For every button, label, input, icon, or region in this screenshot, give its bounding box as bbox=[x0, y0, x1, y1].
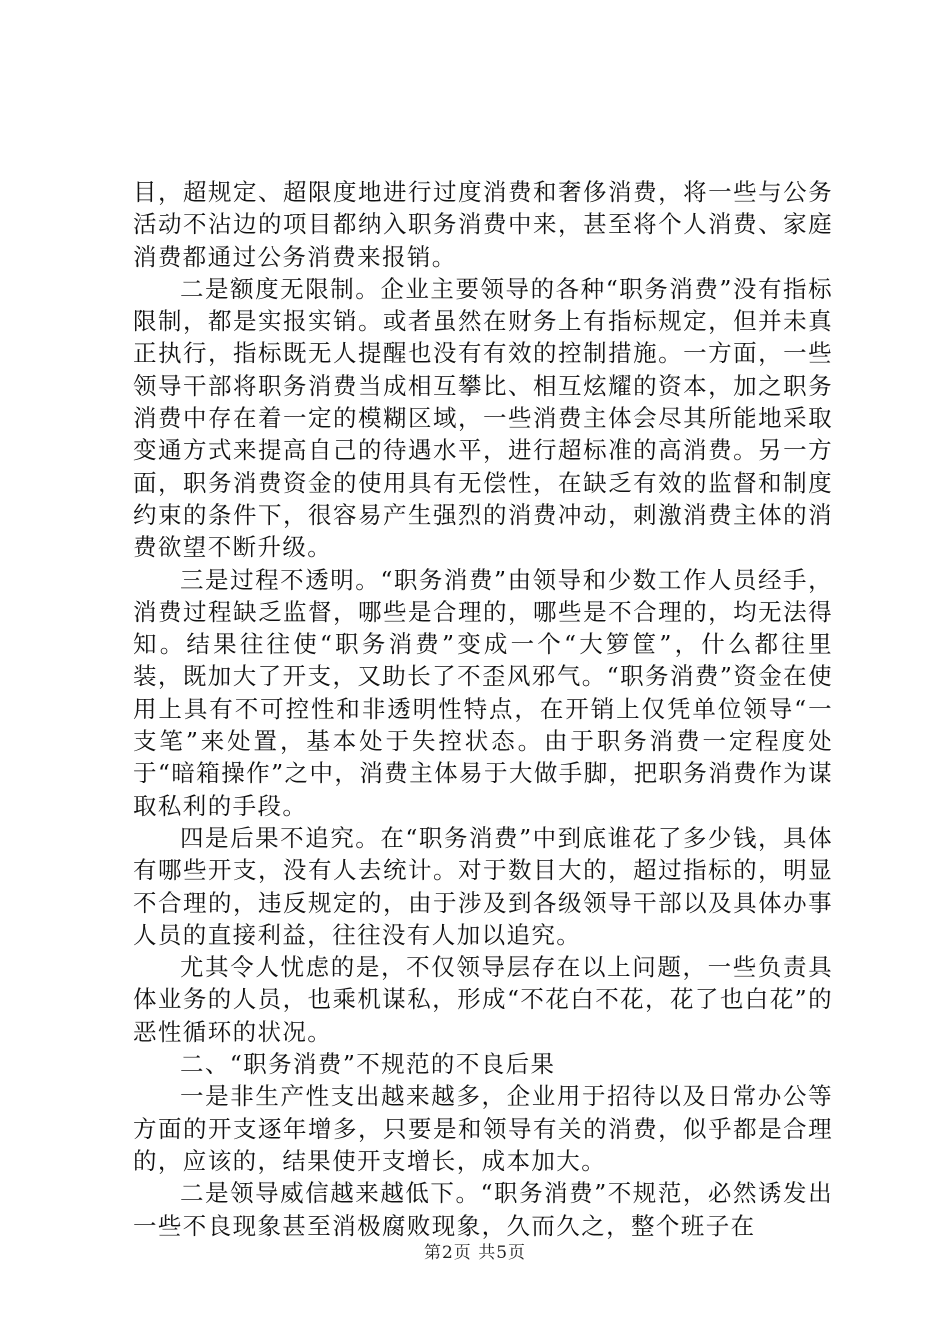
paragraph: 尤其令人忧虑的是，不仅领导层存在以上问题，一些负责具体业务的人员，也乘机谋私，形成“不花白不花，花了也白花”的恶性循环的状况。 bbox=[133, 953, 833, 1046]
paragraph: 二是额度无限制。企业主要领导的各种“职务消费”没有指标限制，都是实报实销。或者虽然在财务上有指标规定，但并未真正执行，指标既无人提醒也没有有效的控制措施。一方面，一些领导干部将职务消费当成相互攀比、相互炫耀的资本，加之职务消费中存在着一定的模糊区域，一些消费主体会尽其所能地采取变通方式来提高自己的待遇水平，进行超标准的高消费。另一方面，职务消费资金的使用具有无偿性，在缺乏有效的监督和制度约束的条件下，很容易产生强烈的消费冲动，刺激消费主体的消费欲望不断升级。 bbox=[133, 274, 833, 562]
paragraph: 目，超规定、超限度地进行过度消费和奢侈消费，将一些与公务活动不沾边的项目都纳入职务消费中来，甚至将个人消费、家庭消费都通过公务消费来报销。 bbox=[133, 178, 833, 271]
paragraph: 一是非生产性支出越来越多，企业用于招待以及日常办公等方面的开支逐年增多，只要是和领导有关的消费，似乎都是合理的，应该的，结果使开支增长，成本加大。 bbox=[133, 1082, 833, 1175]
paragraph: 二是领导威信越来越低下。“职务消费”不规范，必然诱发出一些不良现象甚至消极腐败现象，久而久之，整个班子在 bbox=[133, 1179, 833, 1240]
section-heading: 二、“职务消费”不规范的不良后果 bbox=[180, 1050, 556, 1079]
paragraph: 四是后果不追究。在“职务消费”中到底谁花了多少钱，具体有哪些开支，没有人去统计。对于数目大的，超过指标的，明显不合理的，违反规定的，由于涉及到各级领导干部以及具体办事人员的直接利益，往往没有人加以追究。 bbox=[133, 823, 833, 949]
paragraph: 三是过程不透明。“职务消费”由领导和少数工作人员经手，消费过程缺乏监督，哪些是合理的，哪些是不合理的，均无法得知。结果往往使“职务消费”变成一个“大箩筐”，什么都往里装，既加大了开支，又助长了不歪风邪气。“职务消费”资金在使用上具有不可控性和非透明性特点，在开销上仅凭单位领导“一支笔”来处置，基本处于失控状态。由于职务消费一定程度处于“暗箱操作”之中，消费主体易于大做手脚，把职务消费作为谋取私利的手段。 bbox=[133, 565, 833, 820]
page-number-footer: 第2页 共5页 bbox=[423, 1243, 527, 1263]
document-body bbox=[133, 176, 833, 1242]
